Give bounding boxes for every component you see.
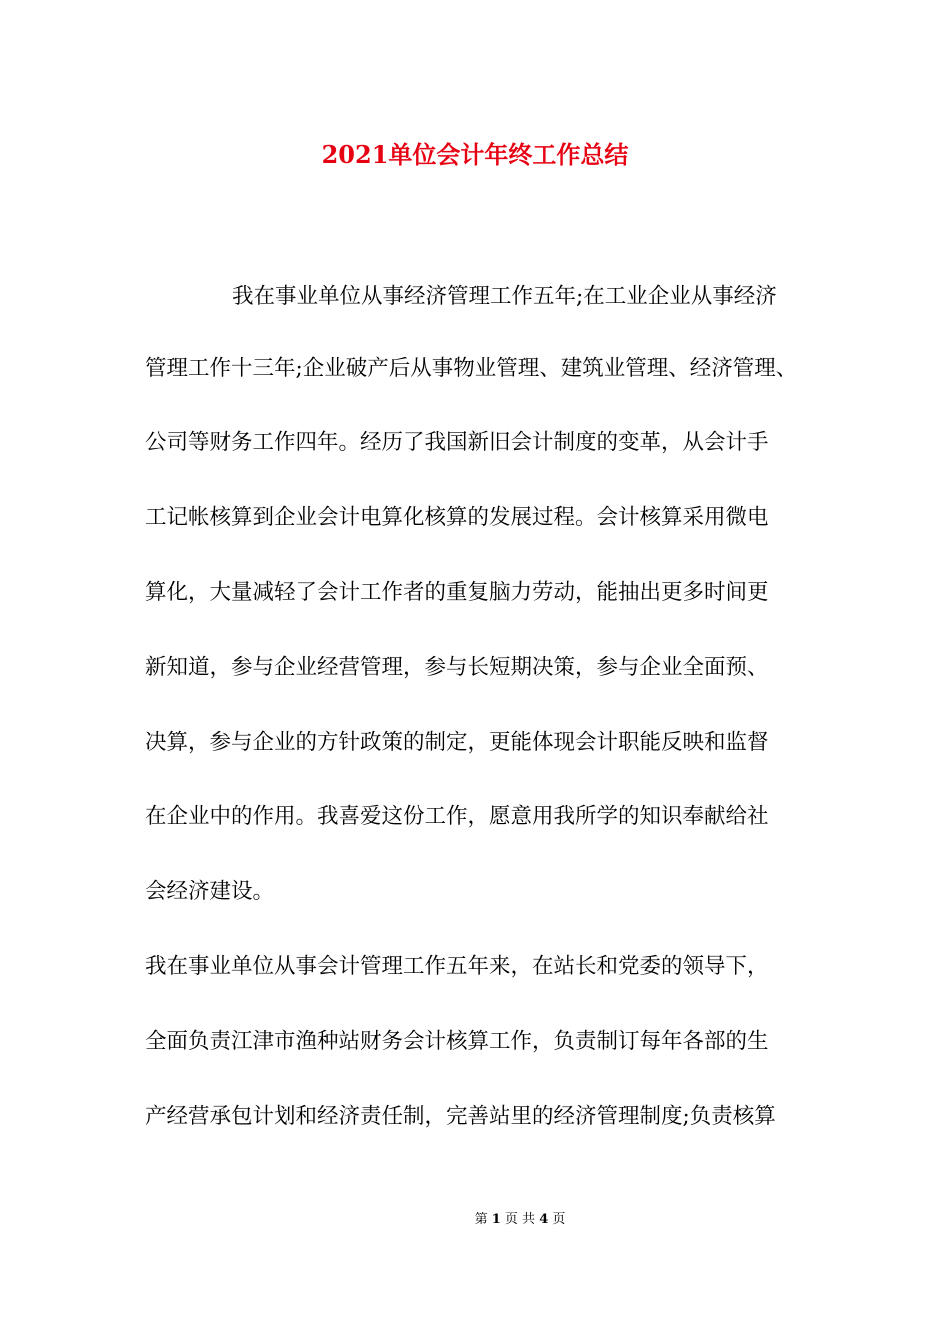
- body-line: 全面负责江津市渔种站财务会计核算工作，负责制订每年各部的生: [145, 1029, 769, 1054]
- body-line: 公司等财务工作四年。经历了我国新旧会计制度的变革，从会计手: [145, 430, 769, 455]
- body-line: 在企业中的作用。我喜爱这份工作，愿意用我所学的知识奉献给社: [145, 804, 769, 829]
- body-line: 产经营承包计划和经济责任制，完善站里的经济管理制度;负责核算: [145, 1104, 776, 1129]
- page-label-mid: 页 共: [504, 1212, 536, 1227]
- page-footer: [0, 1210, 950, 1230]
- body-line: 新知道，参与企业经营管理，参与长短期决策，参与企业全面预、: [145, 655, 769, 680]
- body-line: 会经济建设。: [145, 879, 275, 904]
- body-line: 我在事业单位从事经济管理工作五年;在工业企业从事经济: [232, 284, 777, 309]
- body-line: 算化，大量减轻了会计工作者的重复脑力劳动，能抽出更多时间更: [145, 580, 769, 605]
- current-page-number: 1: [491, 1212, 501, 1227]
- total-pages-number: 4: [539, 1212, 549, 1227]
- page-label-suffix: 页: [552, 1212, 566, 1227]
- body-line: 决算，参与企业的方针政策的制定，更能体现会计职能反映和监督: [145, 730, 769, 755]
- page-label-prefix: 第: [474, 1212, 488, 1227]
- body-line: 工记帐核算到企业会计电算化核算的发展过程。会计核算采用微电: [145, 505, 769, 530]
- body-line: 我在事业单位从事会计管理工作五年来，在站长和党委的领导下，: [145, 954, 769, 979]
- body-line: 管理工作十三年;企业破产后从事物业管理、建筑业管理、经济管理、: [145, 356, 798, 381]
- document-title: 2021单位会计年终工作总结: [321, 140, 629, 169]
